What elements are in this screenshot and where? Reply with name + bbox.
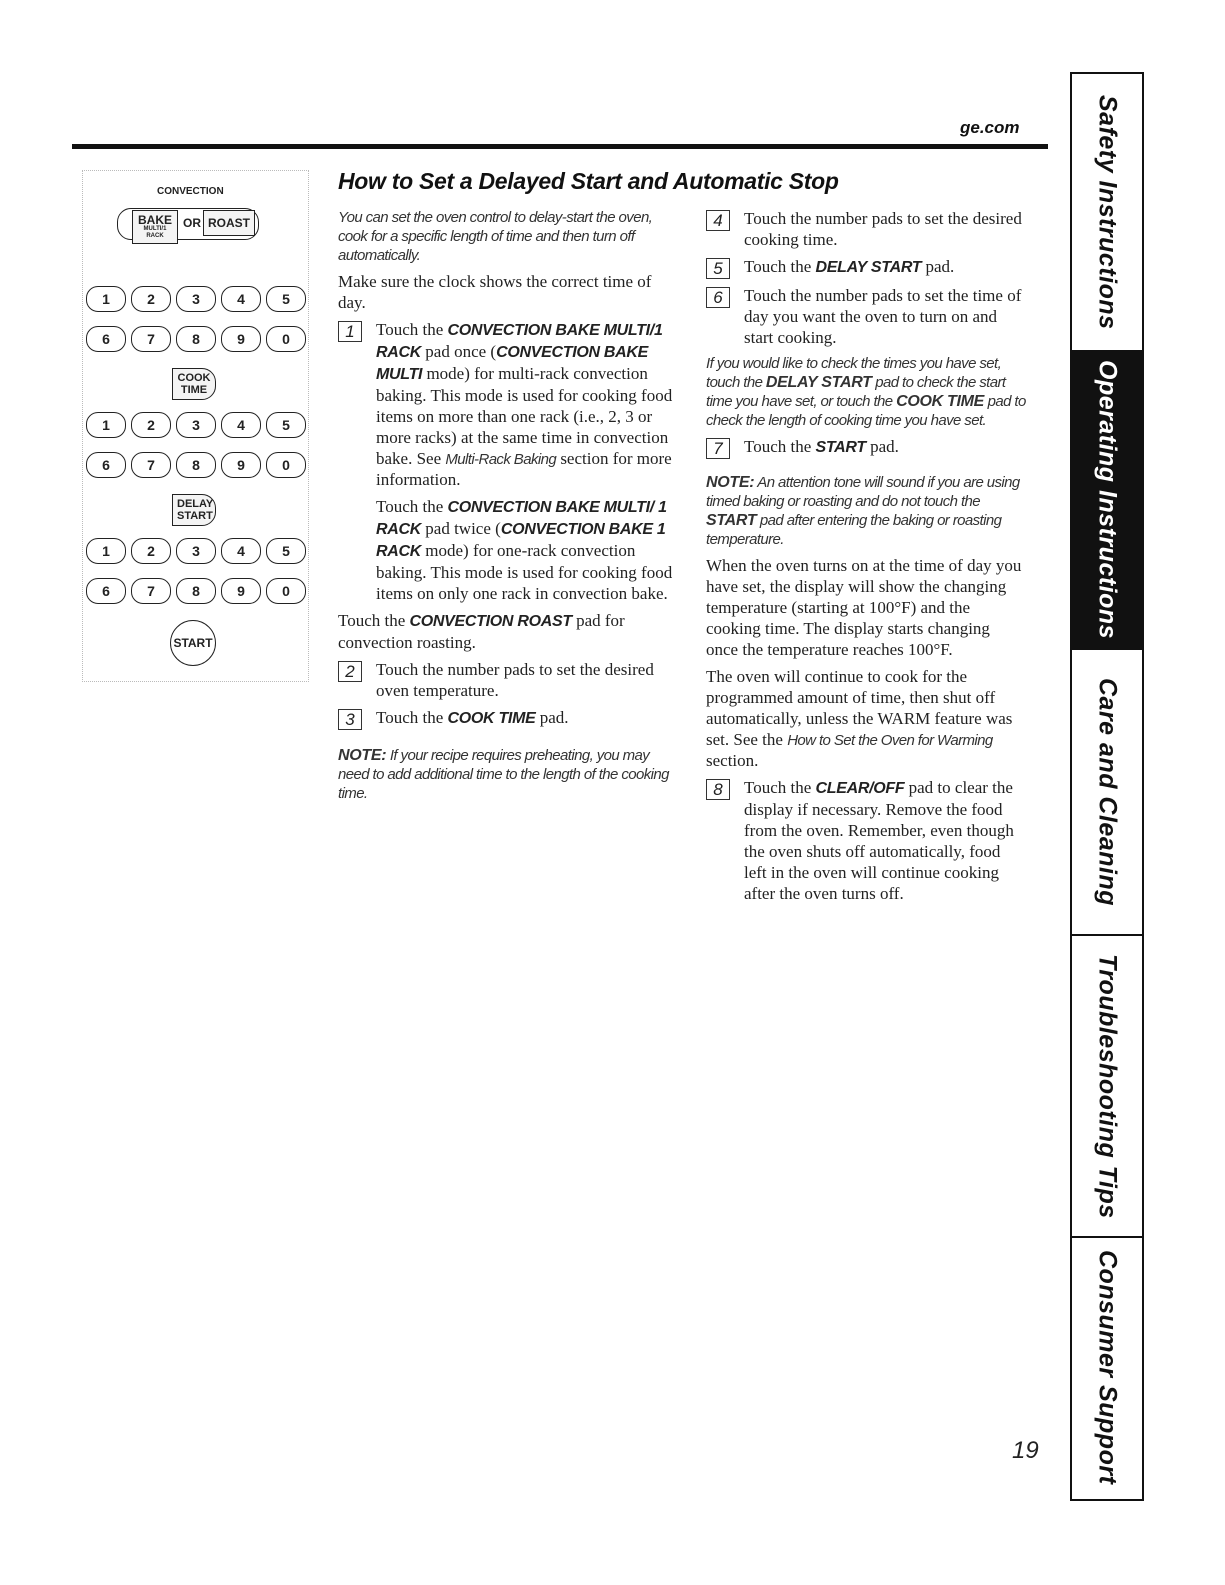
step-8 [706, 777, 1026, 904]
digit-pad[interactable]: 0 [266, 326, 306, 352]
clock-note: Make sure the clock shows the correct time of day. [338, 272, 652, 312]
step-number: 2 [338, 661, 362, 682]
step-5 [706, 256, 1026, 279]
section-tabs [1070, 72, 1144, 1501]
column-left [338, 208, 678, 809]
control-keypad-illustration [72, 158, 317, 683]
digit-pad[interactable]: 4 [221, 286, 261, 312]
step-3 [338, 707, 678, 730]
note-preheat: NOTE: If your recipe requires preheating, you may need to add additional time to the length of the cooking time. [338, 747, 669, 802]
convection-bake-pad[interactable] [132, 210, 178, 244]
digit-pad[interactable]: 5 [266, 538, 306, 564]
digit-pad[interactable]: 3 [176, 412, 216, 438]
step-number: 1 [338, 321, 362, 342]
step-text: Touch the START pad. [744, 437, 899, 456]
step-6 [706, 285, 1026, 348]
check-times-note: If you would like to check the times you have set, touch the DELAY START pad to check the start time you have set, or touch the COOK TIME pad to check the length of cooking time you have set. [706, 355, 1026, 429]
step-4 [706, 208, 1026, 250]
digit-pad[interactable]: 8 [176, 326, 216, 352]
step-text: Touch the COOK TIME pad. [376, 708, 569, 727]
digit-pad[interactable]: 6 [86, 578, 126, 604]
digit-pad[interactable]: 3 [176, 286, 216, 312]
header-rule [72, 144, 1048, 149]
column-right [706, 208, 1026, 910]
page-number: 19 [1012, 1437, 1039, 1464]
digit-pad[interactable]: 5 [266, 412, 306, 438]
step-number: 5 [706, 258, 730, 279]
step-7 [706, 436, 1026, 459]
step-text: Touch the number pads to set the time of day you want the oven to turn on and start cooking. [744, 286, 1022, 347]
digit-pad[interactable]: 1 [86, 286, 126, 312]
oven-continue-text: The oven will continue to cook for the programmed amount of time, then shut off automatically, unless the WARM feature was set. See the How to Set the Oven for Warming section. [706, 667, 1013, 770]
digit-pad[interactable]: 2 [131, 286, 171, 312]
tab-operating-instructions[interactable]: Operating Instructions [1072, 352, 1142, 650]
step-1 [338, 319, 678, 490]
page-title: How to Set a Delayed Start and Automatic Stop [338, 168, 839, 194]
digit-pad[interactable]: 7 [131, 578, 171, 604]
step-text: Touch the DELAY START pad. [744, 257, 955, 276]
intro-text: You can set the oven control to delay-start the oven, cook for a specific length of time and then turn off automatically. [338, 209, 653, 264]
convection-label: CONVECTION [157, 186, 224, 197]
digit-pad[interactable]: 9 [221, 578, 261, 604]
step-number: 3 [338, 709, 362, 730]
or-label: OR [183, 216, 201, 230]
digit-pad[interactable]: 0 [266, 578, 306, 604]
tab-troubleshooting-tips[interactable]: Troubleshooting Tips [1072, 936, 1142, 1238]
digit-pad[interactable]: 9 [221, 452, 261, 478]
roast-instruction: Touch the CONVECTION ROAST pad for convection roasting. [338, 611, 625, 652]
step-number: 6 [706, 287, 730, 308]
digit-pad[interactable]: 2 [131, 412, 171, 438]
digit-pad[interactable]: 2 [131, 538, 171, 564]
cook-time-pad[interactable]: COOK TIME [172, 368, 216, 400]
digit-pad[interactable]: 3 [176, 538, 216, 564]
site-url: ge.com [960, 118, 1020, 137]
digit-pad[interactable]: 6 [86, 326, 126, 352]
step-text: Touch the number pads to set the desired oven temperature. [376, 660, 654, 700]
bake-label: BAKE [137, 213, 172, 227]
bake-sub-label: MULTI/1 RACK [143, 226, 167, 239]
digit-pad[interactable]: 0 [266, 452, 306, 478]
step-text: Touch the CONVECTION BAKE MULTI/1 RACK pad once (CONVECTION BAKE MULTI mode) for multi-rack convection baking. This mode is used for cooking food items on more than one rack (i.e., 2, 3 or more racks) at the same time in convection bake. See Multi-Rack Baking section for more information. [376, 320, 673, 489]
step-2 [338, 659, 678, 701]
start-pad[interactable]: START [170, 620, 216, 666]
step-number: 4 [706, 210, 730, 231]
tab-care-and-cleaning[interactable]: Care and Cleaning [1072, 650, 1142, 936]
step-1-alternate: Touch the CONVECTION BAKE MULTI/ 1 RACK pad twice (CONVECTION BAKE 1 RACK mode) for one-rack convection baking. This mode is used for cooking food items on only one rack in convection bake. [376, 497, 673, 603]
note-attention-tone: NOTE: An attention tone will sound if you are using timed baking or roasting and do not touch the START pad after entering the baking or roasting temperature. [706, 474, 1020, 548]
digit-pad[interactable]: 7 [131, 326, 171, 352]
delay-start-pad[interactable]: DELAY START [172, 494, 216, 526]
digit-pad[interactable]: 1 [86, 412, 126, 438]
step-text: Touch the CLEAR/OFF pad to clear the display if necessary. Remove the food from the oven. Remember, even though the oven shuts off automatically, food left in the oven will continue cooking after the oven turns off. [744, 778, 1014, 903]
step-text: Touch the number pads to set the desired cooking time. [744, 209, 1022, 249]
tab-safety-instructions[interactable]: Safety Instructions [1072, 74, 1142, 352]
step-number: 7 [706, 438, 730, 459]
digit-pad[interactable]: 9 [221, 326, 261, 352]
digit-pad[interactable]: 5 [266, 286, 306, 312]
oven-turns-on-text: When the oven turns on at the time of day you have set, the display will show the changing temperature (starting at 100°F) and the cooking time. The display starts changing once the temperature reaches 100°F. [706, 556, 1022, 659]
digit-pad[interactable]: 4 [221, 538, 261, 564]
digit-pad[interactable]: 7 [131, 452, 171, 478]
convection-roast-pad[interactable]: ROAST [203, 210, 255, 236]
digit-pad[interactable]: 6 [86, 452, 126, 478]
digit-pad[interactable]: 8 [176, 578, 216, 604]
step-number: 8 [706, 779, 730, 800]
tab-consumer-support[interactable]: Consumer Support [1093, 1250, 1122, 1485]
digit-pad[interactable]: 1 [86, 538, 126, 564]
digit-pad[interactable]: 8 [176, 452, 216, 478]
digit-pad[interactable]: 4 [221, 412, 261, 438]
